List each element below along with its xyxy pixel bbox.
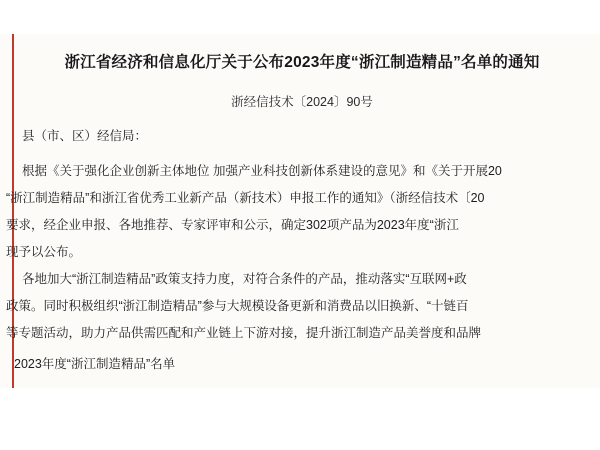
body-paragraph-line: “浙江制造精品”和浙江省优秀工业新产品（新技术）申报工作的通知》（浙经信技术〔20	[6, 191, 485, 205]
body-paragraph-line: 等专题活动，助力产品供需匹配和产业链上下游对接，提升浙江制造产品美誉度和品牌	[6, 326, 482, 340]
body-paragraph-line: 各地加大“浙江制造精品”政策支持力度，对符合条件的产品，推动落实“互联网+政	[22, 272, 467, 286]
document-recipient: 县（市、区）经信局：	[22, 129, 148, 143]
bottom-margin-band	[0, 388, 600, 450]
body-paragraph-line: 现予以公布。	[6, 245, 82, 259]
body-paragraph-line: 根据《关于强化企业创新主体地位 加强产业科技创新体系建设的意见》和《关于开展20	[22, 164, 502, 178]
document-title: 浙江省经济和信息化厅关于公布2023年度“浙江制造精品”名单的通知	[64, 54, 540, 71]
document-number: 浙经信技术〔2024〕90号	[231, 95, 373, 109]
document-body-area	[0, 34, 600, 388]
document-body-text	[6, 158, 600, 347]
top-margin-band	[0, 0, 600, 34]
body-paragraph-line: 要求，经企业申报、各地推荐、专家评审和公示，确定302项产品为2023年度“浙江	[6, 218, 459, 232]
attachment-title: 2023年度“浙江制造精品”名单	[14, 357, 176, 371]
body-paragraph-line: 政策。同时积极组织“浙江制造精品”参与大规模设备更新和消费品以旧换新、“十链百	[6, 299, 469, 313]
